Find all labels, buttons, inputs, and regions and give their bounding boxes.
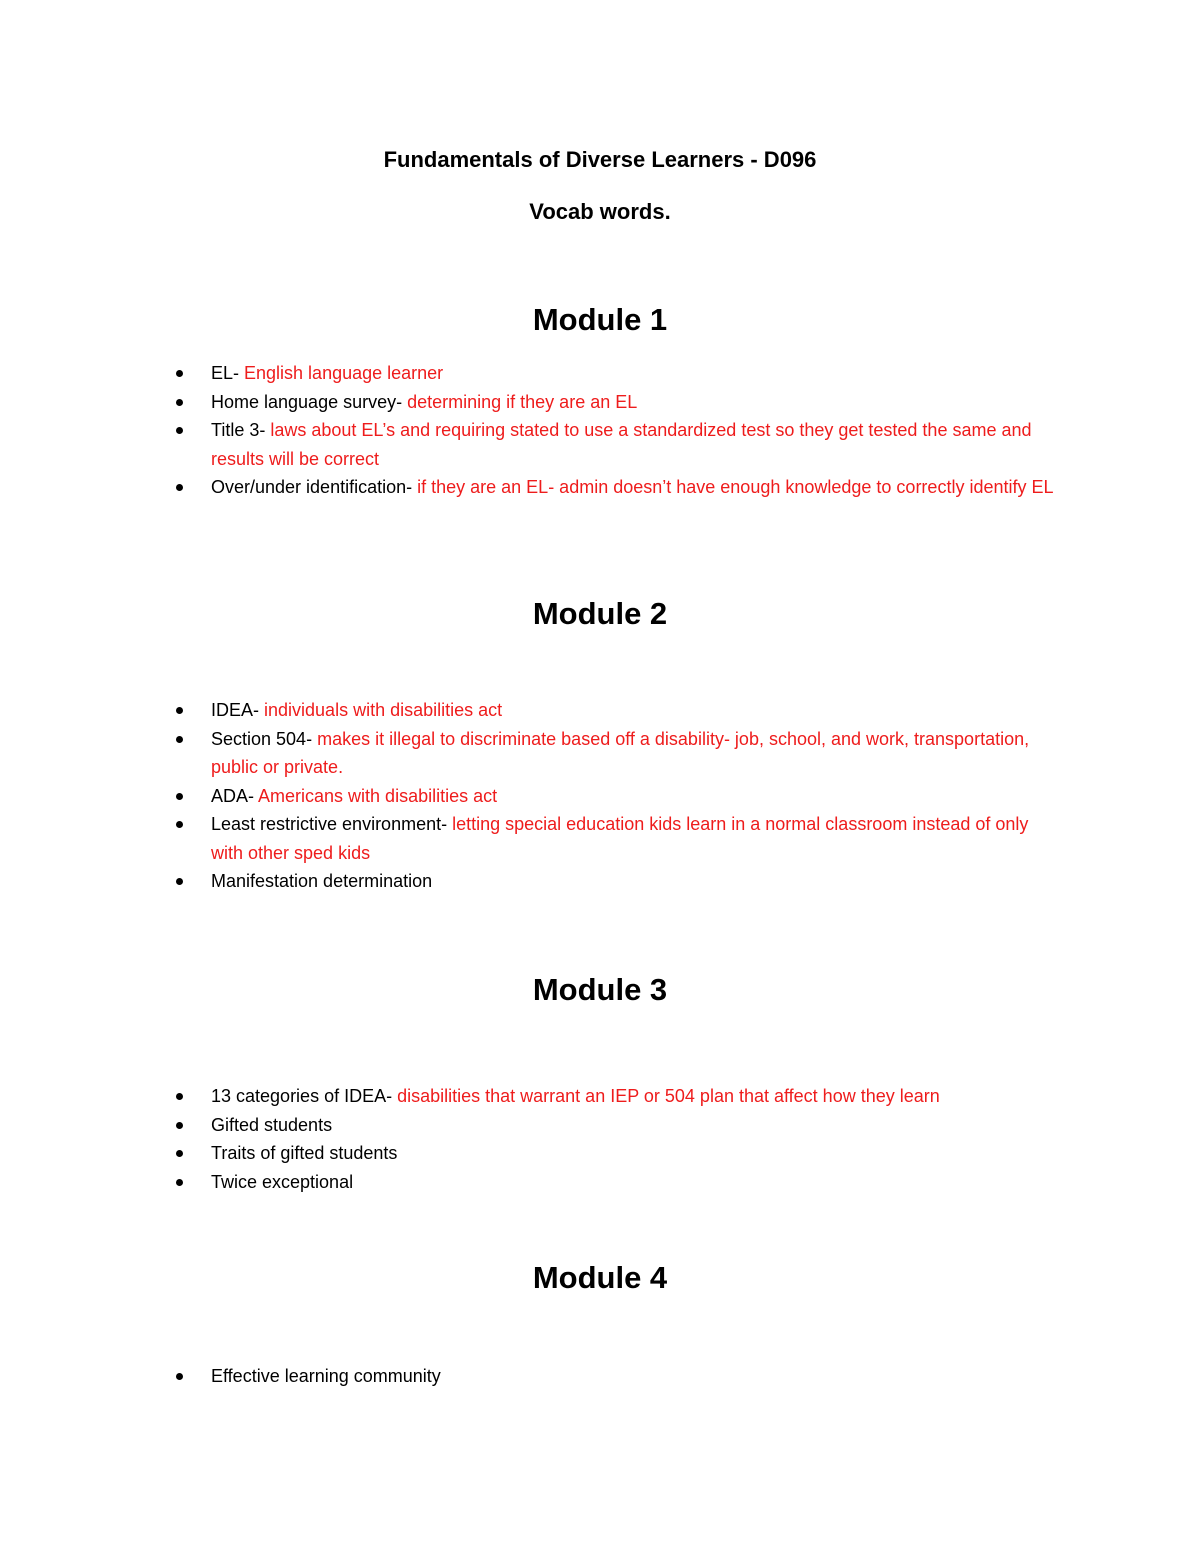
bullet-icon bbox=[176, 821, 183, 828]
document-subtitle: Vocab words. bbox=[529, 199, 671, 224]
bullet-icon bbox=[176, 793, 183, 800]
module-2-list bbox=[176, 696, 1056, 896]
bullet-icon bbox=[176, 427, 183, 434]
bullet-icon bbox=[176, 1093, 183, 1100]
definition: makes it illegal to discriminate based off a disability- job, school, and work, transportation, public or private. bbox=[211, 728, 1030, 777]
module-4-list bbox=[176, 1362, 1056, 1391]
definition: laws about EL’s and requiring stated to use a standardized test so they get tested the same and results will be correct bbox=[211, 420, 1032, 469]
module-1-list bbox=[176, 359, 1056, 502]
list-item bbox=[176, 1139, 1056, 1168]
term: Traits of gifted students bbox=[211, 1143, 398, 1163]
bullet-icon bbox=[176, 1122, 183, 1129]
term: Title 3- bbox=[211, 420, 271, 440]
bullet-icon bbox=[176, 370, 183, 377]
bullet-icon bbox=[176, 399, 183, 406]
term: Section 504- bbox=[211, 728, 318, 749]
list-item bbox=[176, 1362, 1056, 1391]
list-item bbox=[176, 388, 1056, 417]
list-item bbox=[176, 1111, 1056, 1140]
list-item bbox=[176, 1168, 1056, 1197]
document-title: Fundamentals of Diverse Learners - D096 bbox=[383, 147, 817, 172]
term: EL- bbox=[211, 363, 245, 383]
list-item bbox=[176, 696, 1056, 725]
module-1-heading: Module 1 bbox=[532, 302, 668, 337]
term: Home language survey- bbox=[211, 391, 408, 412]
bullet-icon bbox=[176, 736, 183, 743]
term: Gifted students bbox=[211, 1114, 333, 1135]
bullet-icon bbox=[176, 878, 183, 885]
module-3-list bbox=[176, 1082, 1056, 1196]
term: 13 categories of IDEA- bbox=[211, 1086, 398, 1106]
term: Least restrictive environment- bbox=[211, 814, 453, 834]
definition: if they are an EL- admin doesn’t have enough knowledge to correctly identify EL bbox=[417, 477, 1054, 497]
definition: English language learner bbox=[244, 363, 444, 383]
definition: disabilities that warrant an IEP or 504 plan that affect how they learn bbox=[397, 1086, 940, 1106]
module-3-heading: Module 3 bbox=[532, 972, 668, 1007]
term: Manifestation determination bbox=[211, 871, 433, 891]
bullet-icon bbox=[176, 1150, 183, 1157]
bullet-icon bbox=[176, 1179, 183, 1186]
term: ADA- bbox=[211, 785, 259, 806]
list-item bbox=[176, 1082, 1056, 1111]
list-item bbox=[176, 725, 1056, 782]
module-2-heading: Module 2 bbox=[532, 596, 668, 631]
list-item bbox=[176, 810, 1056, 867]
definition: determining if they are an EL bbox=[407, 391, 638, 412]
bullet-icon bbox=[176, 707, 183, 714]
list-item bbox=[176, 416, 1056, 473]
bullet-icon bbox=[176, 484, 183, 491]
module-4-heading: Module 4 bbox=[532, 1260, 668, 1295]
term: IDEA- bbox=[211, 700, 265, 720]
definition: Americans with disabilities act bbox=[258, 785, 498, 806]
term: Over/under identification- bbox=[211, 477, 418, 497]
definition: individuals with disabilities act bbox=[264, 700, 503, 720]
list-item bbox=[176, 782, 1056, 811]
list-item bbox=[176, 473, 1056, 502]
term: Twice exceptional bbox=[211, 1171, 354, 1192]
term: Effective learning community bbox=[211, 1366, 441, 1386]
bullet-icon bbox=[176, 1373, 183, 1380]
list-item bbox=[176, 359, 1056, 388]
list-item bbox=[176, 867, 1056, 896]
definition: letting special education kids learn in a normal classroom instead of only with other sped kids bbox=[211, 814, 1029, 863]
